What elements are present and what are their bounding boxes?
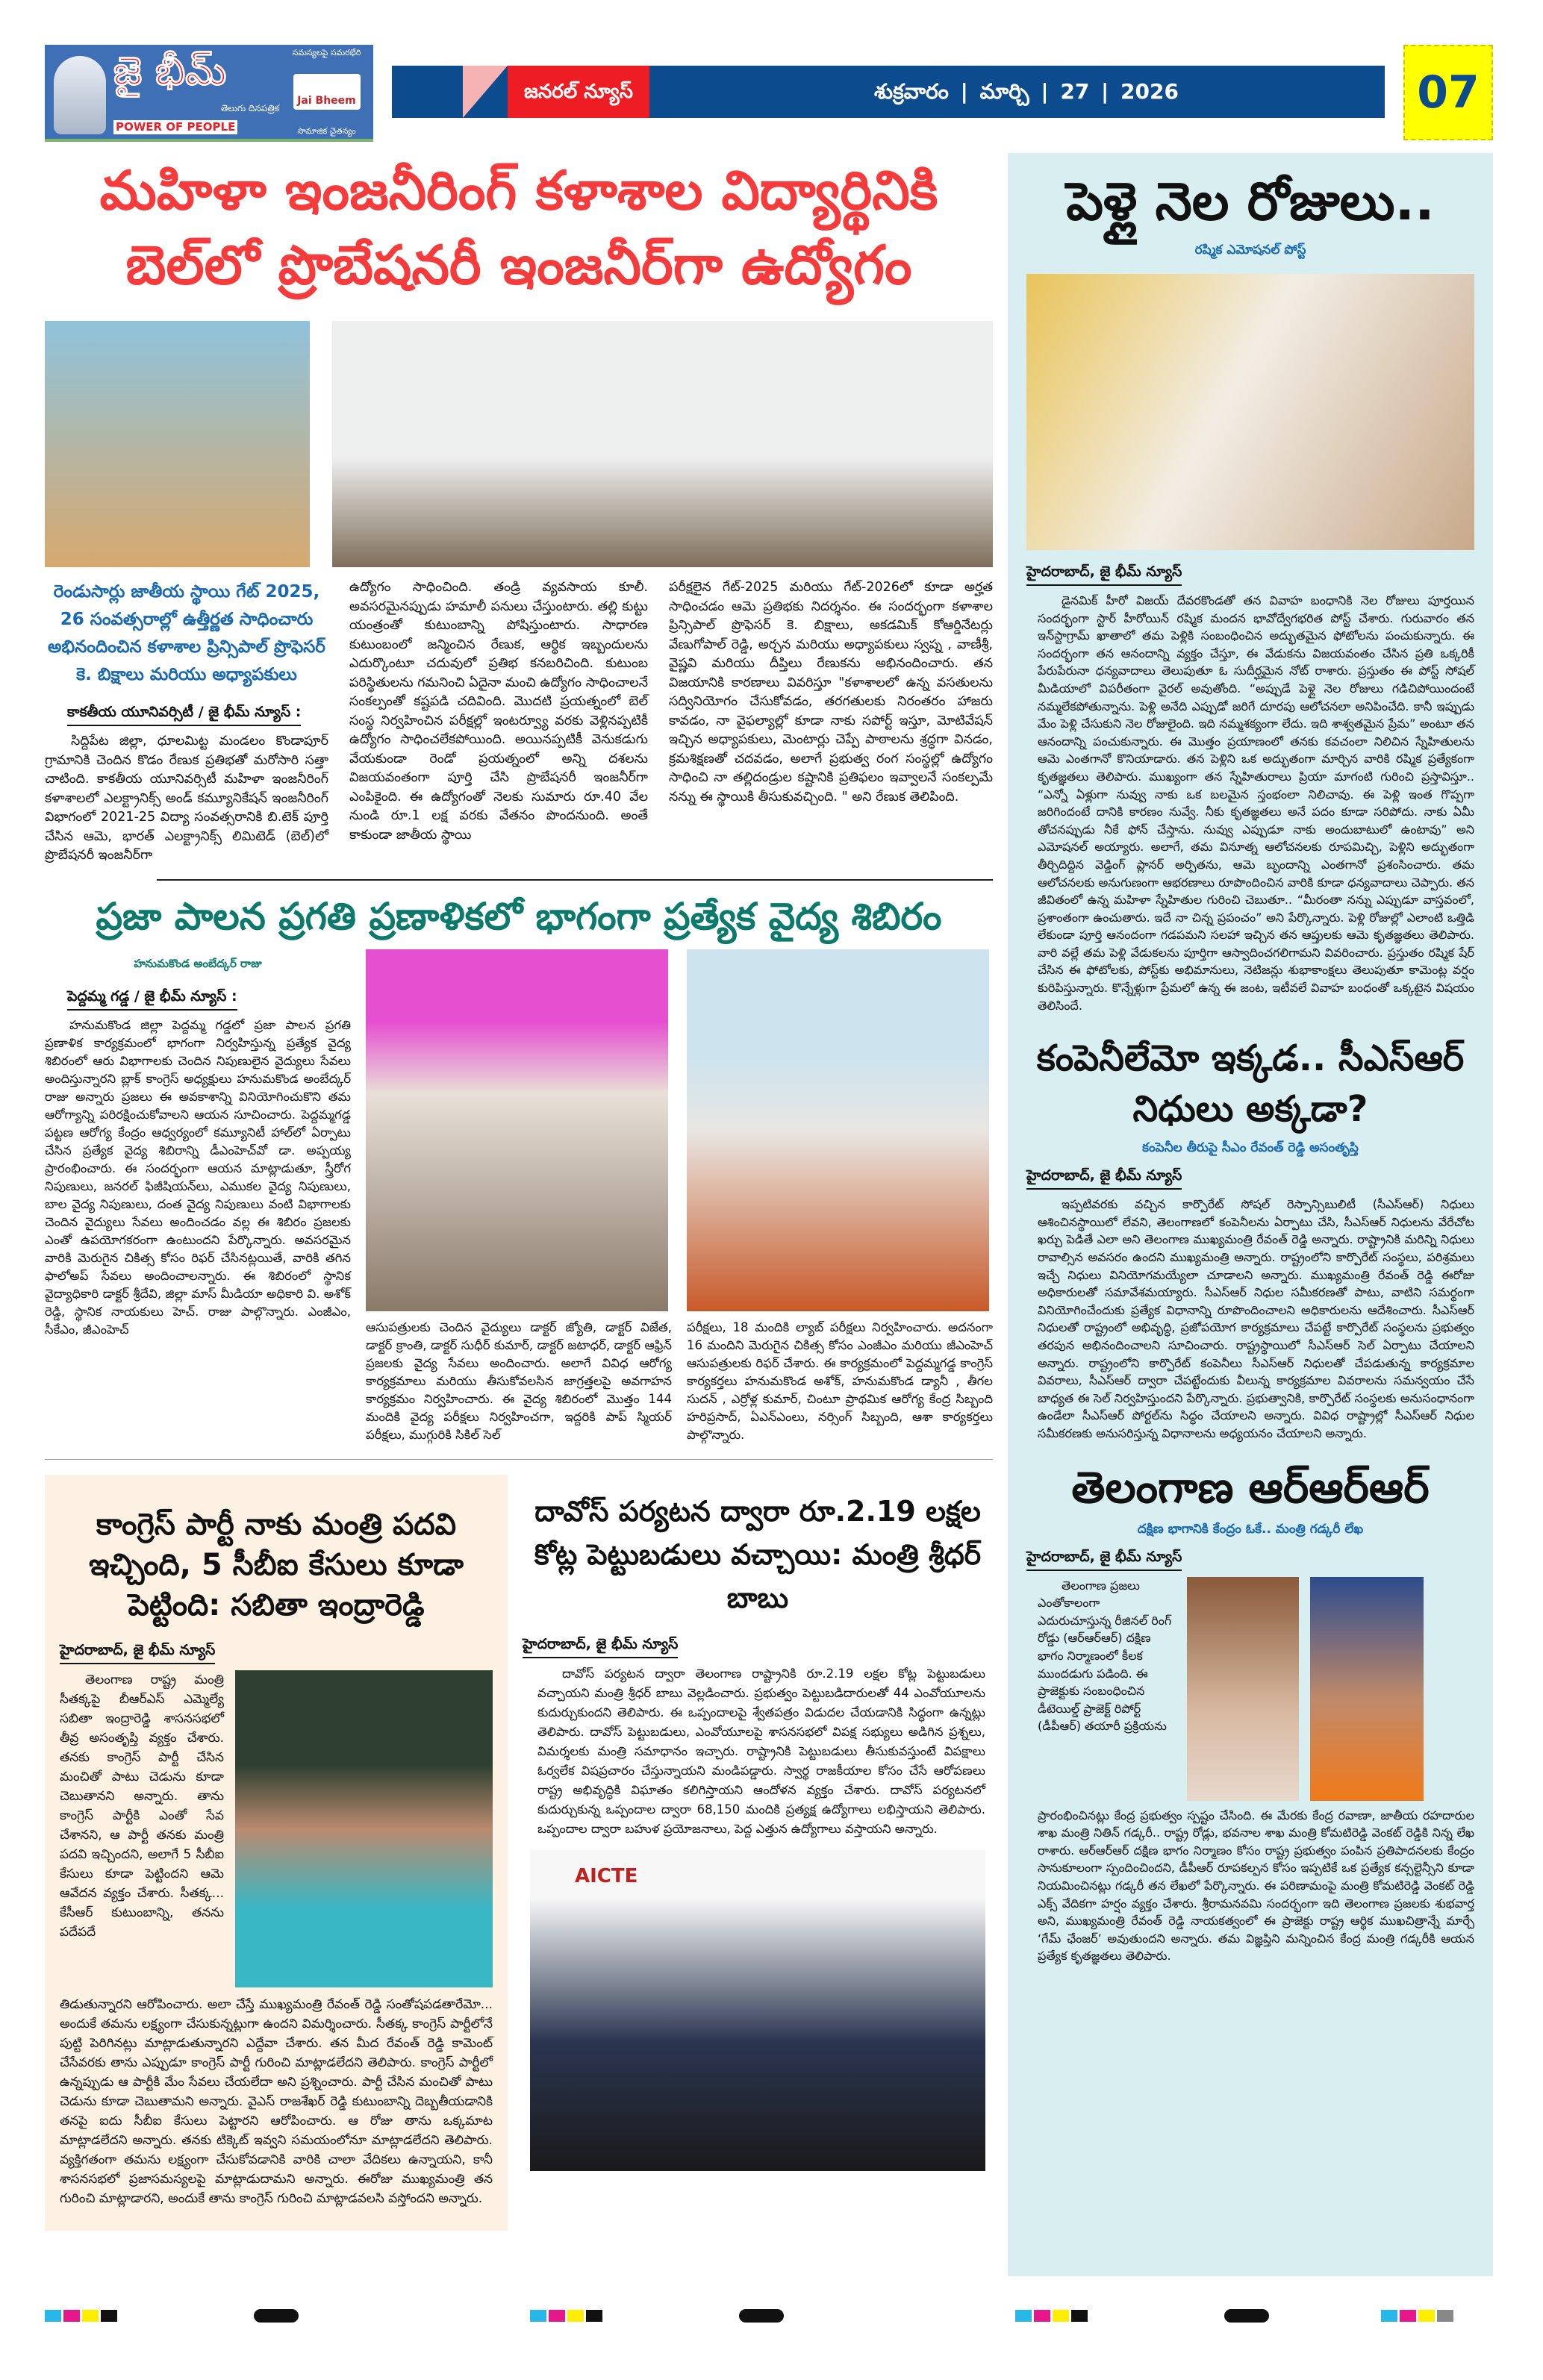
category-label: జనరల్ న్యూస్	[508, 66, 649, 118]
rrr-body-top	[1038, 1577, 1176, 1735]
logo-badge: Jai Bheem	[293, 74, 361, 110]
logo-sub-top: సమస్యలపై సమరభేరి	[292, 48, 361, 57]
rashmika-byline: హైదరాబాద్, జై భీమ్ న్యూస్	[1026, 562, 1182, 586]
student-photo	[45, 321, 310, 567]
article4-headline: దావోస్ పర్యటన ద్వారా రూ.2.19 లక్షల కోట్ల పెట్టుబడులు వచ్చాయి: మంత్రి శ్రీధర్ బాబు	[534, 1494, 982, 1614]
color-registration-marks	[530, 2310, 605, 2325]
felicitation-group-photo	[332, 321, 993, 567]
article2-right-column	[687, 949, 993, 1444]
article1-col2: ఉద్యోగం సాధించింది. తండ్రి వ్యవసాయ కూలీ. అవసరమైనప్పుడు హమాలీ పనులు చేస్తుంటారు. తల్లి కుట్టు యంత్రంతో కుటుంబాన్ని పోషిస్తుంటారు. సాధారణ కుటుంబంలో జన్మించిన రేణుక, ఆర్థిక ఇబ్బందులను ఎదుర్కొంటూ చదువులో ప్రతిభ కనబరిచింది. కుటుంబ పరిస్థితులను గమనించి ఏదైనా మంచి ఉద్యోగం సాధించాలనే సంకల్పంతో కష్టపడి చదివింది. మొదటి ప్రయత్నంలో బెల్ సంస్థ నిర్వహించిన పరీక్షల్లో ఇంటర్వ్యూ వరకు వెళ్లినప్పటికీ ఉద్యోగం సాధించలేకపోయింది. అయినప్పటికీ వెనుకడుగు వేయకుండా రెండో ప్రయత్నంలో అన్ని దశలను విజయవంతంగా పూర్తి చేసి ప్రొబేషనరీ ఇంజనీర్‌గా ఎంపికైంది. ఈ ఉద్యోగంతో నెలకు సుమారు రూ.40 వేల నుండి రూ.1 లక్ష వరకు వేతనం పొందనుంది. అంతే కాకుండా జాతీయ స్థాయి	[349, 580, 648, 843]
article3-byline: హైదరాబాద్, జై భీమ్ న్యూస్	[60, 1640, 215, 1664]
article4	[523, 1475, 993, 2171]
article3-body-bottom: తిడుతున్నారని ఆరోపించారు. అలా చేస్తే ముఖ్యమంత్రి రేవంత్ రెడ్డి సంతోషపడతారేమో... అందుకే తమను లక్ష్యంగా చేసుకున్నట్లుగా ఉందని విమర్శించారు. సీతక్క కాంగ్రెస్ పార్టీలోనే పుట్టి పెరిగినట్లు మాట్లాడుతున్నారని ఎద్దేవా చేశారు. తన మీద రేవంత్ రెడ్డి కామెంట్ చేసేవరకు తాను ఎప్పుడూ కాంగ్రెస్ పార్టీ గురించి మాట్లాడలేదని తెలిపారు. కాంగ్రెస్ పార్టీలో ఉన్నప్పుడు ఆ పార్టీకి మేం సేవలు చేయలేదా అని ప్రశ్నించారు. పార్టీ చేసిన మంచితో పాటు చెడును కూడా చెబుతామని అన్నారు. వైఎస్ రాజశేఖర్ రెడ్డి కుటుంబాన్ని దెబ్బతీయడానికి తనపై ఐదు సీబీఐ కేసులు పెట్టారని ఆరోపించారు. ఆ రోజు తాను ఒక్కమాట మాట్లాడలేదని అన్నారు. తనకు టిక్కెట్ ఇవ్వని సమయంలోనూ మాట్లాడలేదని తెలిపారు. వ్యక్తిగతంగా తమను లక్ష్యంగా చేసుకోవడానికి వారికి చాలా వేదికలు ఉన్నాయని, కానీ శాసనసభలో ప్రజాసమస్యలపై మాట్లాడుదామని అన్నారు. ఈరోజు ముఖ్యమంత్రి తన గురించి మాట్లాడారని, అందుకే తాను కాంగ్రెస్ గురించి మాట్లాడవలసి వస్తోందని అన్నారు.	[60, 1996, 493, 2206]
article2-reporter: హనుమకొండ అంబేద్కర్ రాజు	[134, 956, 262, 970]
article3-top-row	[60, 1670, 493, 1987]
csr-byline: హైదరాబాద్, జై భీమ్ న్యూస్	[1026, 1166, 1182, 1190]
article2-headline: ప్రజా పాలన ప్రగతి ప్రణాళికలో భాగంగా ప్రత్యేక వైద్య శిబిరం	[96, 894, 942, 938]
article2-middle-column	[366, 949, 672, 1444]
logo-tagline: POWER OF PEOPLE	[113, 120, 237, 134]
rrr-subhead: దక్షిణ భాగానికి కేంద్రం ఓకే.. మంత్రి గడ్కరీ లేఖ	[1137, 1521, 1364, 1537]
komatireddy-photo	[1187, 1577, 1299, 1801]
logo-name: జై భీమ్	[113, 49, 227, 94]
rrr-headline: తెలంగాణ ఆర్ఆర్ఆర్	[1071, 1461, 1430, 1513]
article1-col1	[45, 732, 328, 866]
headline-line: బెల్‌లో ప్రొబేషనరీ ఇంజనీర్‌గా ఉద్యోగం	[125, 234, 912, 296]
article2-byline: పెద్దమ్మ గడ్డ / జై భీమ్ న్యూస్ :	[67, 987, 237, 1011]
paragraph: డైనమిక్ హీరో విజయ్ దేవరకొండతో తన వివాహ బంధానికి నెల రోజులు పూర్తయిన సందర్భంగా స్టార్ హీరోయిన్ రష్మిక మందన భావోద్వేగభరిత పోస్ట్ చేశారు. గురువారం తన ఇన్‌స్టాగ్రామ్ ఖాతాలో తమ పెళ్లికి సంబంధించిన అద్భుతమైన ఫోటోలను పంచుకున్నారు. ఈ సందర్భంగా తన ఆనందాన్ని వ్యక్తం చేస్తూ, ఈ వేడుకను విజయవంతం చేసిన ప్రతి ఒక్కరికీ పేరుపేరునా ధన్యవాదాలు తెలుపుతూ ఓ సుదీర్ఘమైన నోట్ రాశారు. ప్రస్తుతం ఈ పోస్ట్ సోషల్ మీడియాలో విపరీతంగా వైరల్ అవుతోంది. “అప్పుడే పెళ్లై నెల రోజులు గడిచిపోయిందంటే నమ్మలేకపోతున్నాను. పెళ్లి అనేది ఎప్పుడో జరిగే దూరపు ఆలోచనలా అనిపించేది. కానీ ఇప్పుడు మేం పెళ్లి చేసుకుని నెల రోజులైంది. ఇది నమ్మశక్యంగా లేదు. ఇది శాశ్వతమైన ప్రేమ” అంటూ తన ఆనందాన్ని పంచుకున్నారు. ఈ మొత్తం ప్రయాణంలో తనకు కవచంలా నిలిచిన స్నేహితులను ఆమె ఎంతగానో కొనియాడారు. తన పెళ్లిని ఒక అద్భుతంగా మార్చిన వారికి రష్మిక ప్రత్యేకంగా కృతజ్ఞతలు తెలిపారు. ముఖ్యంగా తన స్నేహితురాలు ప్రియా మాగంటి గురించి ప్రస్తావిస్తూ.. “ఎన్నో ఏళ్లుగా నువ్వు నాకు ఒక బలమైన స్తంభంలా నిలిచావు. ఈ పెళ్లి ఇంత గొప్పగా జరిగిందంటే దానికి కారణం నువ్వే. నీకు కృతజ్ఞతలు అనే పదం కూడా సరిపోదు. నాకు ఏమీ తోచనప్పుడు నీకే ఫోన్ చేస్తాను. నువ్వు ఎప్పుడూ నాకు అందుబాటులో ఉంటావు” అని ఎమోషనల్ అయ్యారు. అలాగే, తమ వినూత్న ఆలోచనలకు రూపమిచ్చి, పెళ్లిని అద్భుతంగా తీర్చిదిద్దిన వెడ్డింగ్ ప్లానర్ అర్పితను, ఆమె బృందాన్ని ఎంతగానో ప్రశంసించారు. తమ ఆలోచనలకు అనుగుణంగా ఆభరణాలు రూపొందించిన వారికి కూడా ధన్యవాదాలు చెప్పారు. తన జీవితంలో ఉన్న మహిళా స్నేహితుల గురించి చెబుతూ.. “మీరంతా నన్ను ఎప్పుడూ వాస్తవంలో, ప్రశాంతంగా ఉంచుతారు. ఇదే నా చిన్న ప్రపంచం” అని పేర్కొన్నారు. పెళ్లి రోజుల్లో ఎలాంటి ఒత్తిడి లేకుండా పూర్తి ఆనందంగా గడపమని సలహా ఇచ్చిన తన ఆప్తులకు ఆమె కృతజ్ఞతలు తెలిపారు. వారి వల్లే తమ పెళ్లి వేడుకలను పూర్తిగా ఆస్వాదించగలిగామని వివరించారు. ప్రస్తుతం రష్మిక షేర్ చేసిన ఈ ఫోటోలకు, పోస్ట్‌కు అభిమానులు, నెటిజన్లు శుభాకాంక్షలు తెలుపుతూ కామెంట్ల వర్షం కురిపిస్తున్నారు. కొన్నేళ్లుగా ప్రేమలో ఉన్న ఈ జంట, ఇటీవలే వివాహ బంధంతో ఒక్కటైన విషయం తెలిసిందే.	[1038, 593, 1474, 1013]
article4-byline: హైదరాబాద్, జై భీమ్ న్యూస్	[523, 1634, 678, 1658]
rrr-body-bottom: ప్రారంభించినట్లు కేంద్ర ప్రభుత్వం స్పష్టం చేసింది. ఈ మేరకు కేంద్ర రవాణా, జాతీయ రహదారుల శాఖ మంత్రి నితిన్ గడ్కరీ.. రాష్ట్ర రోడ్లు, భవనాల శాఖ మంత్రి కోమటిరెడ్డి వెంకట్ రెడ్డికి నిన్న లేఖ రాశారు. ఆర్ఆర్ఆర్ దక్షిణ భాగం నిర్మాణం కోసం రాష్ట్ర ప్రభుత్వం పంపిన ప్రతిపాదనలకు కేంద్రం సానుకూలంగా స్పందించిందని, డీపీఆర్ రూపకల్పన కోసం ఇప్పటికే ఒక ప్రత్యేక కన్సల్టెన్సీని కూడా నియమించినట్లు గడ్కరీ తన లేఖలో పేర్కొన్నారు. ఈ పరిణామంపై మంత్రి కోమటిరెడ్డి వెంకట్ రెడ్డి ఎక్స్ వేదికగా హర్షం వ్యక్తం చేశారు. శ్రీరామనవమి సందర్భంగా ఇది తెలంగాణ ప్రజలకు శుభవార్త అని, ముఖ్యమంత్రి రేవంత్ రెడ్డి నాయకత్వంలో ఈ ప్రాజెక్టు రాష్ట్ర ఆర్థిక ముఖచిత్రాన్నే మార్చే ‘గేమ్ ఛేంజర్’ అవుతుందని అన్నారు. తమ విజ్ఞప్తిని మన్నించిన కేంద్ర మంత్రి గడ్కరీకి ఆయన ప్రత్యేక కృతజ్ఞతలు తెలిపారు.	[1038, 1808, 1474, 1964]
medical-camp-photo	[687, 949, 989, 1311]
minister-speech-photo	[530, 1850, 985, 2171]
divider	[157, 879, 993, 881]
article1-headline	[45, 153, 993, 302]
paragraph: హనుమకొండ జిల్లా పెద్దమ్మ గడ్డలో ప్రజా పాలన ప్రగతి ప్రణాళిక కార్యక్రమంలో భాగంగా నిర్వహిస్తున్న ప్రత్యేక వైద్య శిబిరంలో ఆరు విభాగాలకు చెందిన నిపుణులైన వైద్యులు సేవలు అందిస్తున్నారని బ్లాక్ కాంగ్రెస్ అధ్యక్షులు హనుమకొండ అంబేద్కర్ రాజు అన్నారు ప్రజలు ఈ అవకాశాన్ని వినియోగించుకొని తమ ఆరోగ్యాన్ని పరిరక్షించుకోవాలని ఆయన సూచించారు. పెద్దమ్మగడ్డ పట్టణ ఆరోగ్య కేంద్రం ఆధ్వర్యంలో కమ్యూనిటీ హాల్‌లో ఏర్పాటు చేసిన ప్రత్యేక వైద్య శిబిరాన్ని డీఎంహెచ్‌వో డా. అప్పయ్య ప్రారంభించారు. ఈ సందర్భంగా ఆయన మాట్లాడుతూ, స్త్రీరోగ నిపుణులు, జనరల్ ఫిజీషియన్‌లు, ఎముకల వైద్య నిపుణులు, బాల వైద్య నిపుణులు, దంత వైద్య నిపుణులు వంటి విభాగాలకు చెందిన వైద్యులు సేవలు అందించడం వల్ల ఈ శిబిరం ప్రజలకు ఎంతో ఉపయోగకరంగా ఉంటుందని పేర్కొన్నారు. అవసరమైన వారికి మెరుగైన చికిత్స కోసం రిఫర్ చేసినట్లయితే, వారికి తగిన ఫాలోఅప్ సేవలు అందించాలన్నారు. ఈ శిబిరంలో స్థానిక వైద్యాధికారి డాక్టర్ శ్రీదేవి, జిల్లా మాస్ మీడియా అధికారి వి. అశోక్ రెడ్డి, స్థానిక నాయకులు హెచ్. రాజు పాల్గొన్నారు. ఎంజీఎం, సీకేఎం, జీఎంహెచ్	[45, 1017, 351, 1337]
main-news-area	[45, 153, 993, 2231]
logo-text-column	[113, 45, 279, 139]
article3-body-top	[60, 1670, 224, 1942]
rashmika-headline: పెళ్లై నెల రోజులు..	[1066, 171, 1435, 232]
article1-byline: కాకతీయ యూనివర్సిటీ / జై భీమ్ న్యూస్ :	[67, 702, 301, 726]
headline-line: మహిళా ఇంజనీరింగ్ కళాశాల విద్యార్థినికి	[99, 159, 938, 222]
rashmika-body	[1026, 592, 1474, 1014]
article2-col1	[45, 1016, 351, 1339]
rashmika-subhead: రష్మిక ఎమోషనల్ పోస్ట్	[1194, 243, 1306, 257]
page-number: 07	[1403, 45, 1493, 140]
color-registration-marks	[1381, 2310, 1456, 2325]
aicte-banner: AICTE	[575, 1864, 638, 1887]
category-accent	[463, 66, 508, 118]
ambedkar-portrait	[54, 56, 106, 134]
csr-subhead: కంపెనీల తీరుపై సీఎం రేవంత్ రెడ్డి అసంతృప్తి	[1142, 1140, 1359, 1156]
right-panel	[1008, 153, 1493, 2276]
paragraph: తెలంగాణ రాష్ట్ర మంత్రి సీతక్కపై బీఆర్‌ఎస్ ఎమ్మెల్యే సబితా ఇంద్రారెడ్డి శాసనసభలో తీవ్ర అసంతృప్తి వ్యక్తం చేశారు. తనకు కాంగ్రెస్ పార్టీ చేసిన మంచితో పాటు చెడును కూడా చెబుతానని అన్నారు. తాను కాంగ్రెస్ పార్టీకి ఎంతో సేవ చేశానని, ఆ పార్టీ తనకు మంత్రి పదవి ఇచ్చిందని, అలాగే 5 సీబీఐ కేసులు కూడా పెట్టిందని ఆమె ఆవేదన వ్యక్తం చేశారు. సీతక్క... కేసీఆర్ కుటుంబాన్ని, తనను పదేపదే	[60, 1672, 224, 1940]
article1-subhead: రెండుసార్లు జాతీయ స్థాయి గేట్ 2025, 26 సంవత్సరాల్లో ఉత్తీర్ణత సాధించారు అభినందించిన కళాశాల ప్రిన్సిపాల్ ప్రొఫెసర్ కె. బిక్షాలు మరియు అధ్యాపకులు	[48, 582, 325, 684]
registration-pill	[1224, 2309, 1269, 2323]
article2-left-column	[45, 949, 351, 1339]
article4-body	[523, 1664, 993, 1839]
color-registration-marks	[45, 2310, 119, 2325]
rrr-top-row	[1026, 1577, 1474, 1801]
csr-headline: కంపెనీలేమో ఇక్కడ.. సీఎస్ఆర్ నిధులు అక్కడా?	[1036, 1037, 1465, 1131]
wedding-photo	[1026, 274, 1474, 550]
article1-columns	[45, 578, 993, 866]
rrr-byline: హైదరాబాద్, జై భీమ్ న్యూస్	[1026, 1547, 1182, 1571]
article1-col3: పరీక్షలైన గేట్-2025 మరియు గేట్-2026లో కూడా అర్హత సాధించడం ఆమె ప్రతిభకు నిదర్శనం. ఈ సందర్భంగా కళాశాల ప్రిన్సిపాల్ ప్రొఫెసర్ కె. బిక్షాలు, అకడమిక్ కోఆర్డినేటర్లు వేణుగోపాల్ రెడ్డి, అర్చన మరియు అధ్యాపకులు స్వప్న , వాణీశ్రీ, వైష్ణవి మరియు దీప్తిలు రేణుకను అభినందించారు. తన విజయానికి కారణాలు వివరిస్తూ "కళాశాలలో ఉన్న వసతులను సద్వినియోగం చేసుకోవడం, తరగతులకు నిరంతరం హాజరు కావడం, నా వైఫల్యాల్లో కూడా నాకు సపోర్ట్ ఇస్తూ, మోటివేషన్ ఇచ్చిన అధ్యాపకులు, మెంటార్లు చెప్పే పాఠాలను శ్రద్ధగా వినడం, క్రమశిక్షణతో చదవడం, అలాగే ప్రభుత్వ రంగ సంస్థల్లో ఉద్యోగం సాధించి నా తల్లిదండ్రుల కష్టానికి ప్రతిఫలం ఇవ్వాలనే సంకల్పమే నన్ను ఈ స్థాయికి తీసుకువచ్చింది. " అని రేణుక తెలిపింది.	[669, 580, 993, 805]
article3-box	[45, 1475, 508, 2231]
article2-col3: పరీక్షలు, 18 మందికి ల్యాబ్ పరీక్షలు నిర్వహించారు. అదనంగా 16 మందిని మెరుగైన చికిత్స కోసం ఎంజీఎం మరియు జీఎంహెచ్ ఆసుపత్రులకు రిఫర్ చేశారు. ఈ కార్యక్రమంలో పెద్దమ్మగడ్డ కాంగ్రెస్ కార్యకర్తలు హనుమకొండ అశోక్, హనుమకొండ డ్యానీ , తీగల సుదన్ , ఎర్రోళ్ల కుమార్, చింటూ ప్రాథమిక ఆరోగ్య కేంద్ర సిబ్బంది హరిప్రసాద్, ఏఎన్‌ఎంలు, నర్సింగ్ సిబ్బంది, ఆశా కార్యకర్తలు పాల్గొన్నారు.	[687, 1319, 993, 1442]
logo-sub-mid: తెలుగు దినపత్రిక	[220, 103, 279, 113]
paragraph: ఇప్పటివరకు వచ్చిన కార్పొరేట్ సోషల్ రెస్పాన్సిబులిటీ (సీఎస్ఆర్) నిధులు ఆశించినస్థాయిలో లేవని, తెలంగాణలో కంపెనీలను ఏర్పాటు చేసి, సీఎస్ఆర్ నిధులను వేరేచోట ఖర్చు పెడితే ఎలా అని తెలంగాణ ముఖ్యమంత్రి రేవంత్ రెడ్డి అన్నారు. రాష్ట్రానికి మరిన్ని నిధులు రావాల్సిన అవసరం ఉందని ముఖ్యమంత్రి అన్నారు. రాష్ట్రంలోని కార్పొరేట్ సంస్థలు, పరిశ్రమలు ఇచ్చే నిధులు వినియోగమయ్యేలా చూడాలని అన్నారు. ముఖ్యమంత్రి రేవంత్ రెడ్డి ఈరోజు అధికారులతో సమావేశమయ్యారు. సీఎస్ఆర్ నిధుల సమీకరణతో పాటు, వాటిని సమర్థంగా వినియోగించేందుకు ప్రత్యేక విధానాన్ని రూపొందించాలని అధికారులను ఆదేశించారు. సీఎస్ఆర్ నిధులతో రాష్ట్రంలో అభివృద్ధి, ప్రజోపయోగ కార్యక్రమాలు చేపట్టే కార్పొరేట్ సంస్థలను ప్రభుత్వం తరపున అభినందించాలని సూచించారు. రాష్ట్రస్థాయిలో సీఎస్ఆర్ సెల్ ఏర్పాటు చేయాలని అన్నారు. రాష్ట్రంలోని కార్పొరేట్ కంపెనీలు సీఎస్ఆర్ నిధులతో చేపడుతున్న కార్యక్రమాల వివరాలు, సీఎస్ఆర్ ద్వారా చేపట్టేందుకు వీలున్న కార్యక్రమాల వివరాలను సమన్వయం చేసే బాధ్యత ఈ సెల్ నిర్వహిస్తుందని పేర్కొన్నారు. ప్రభుత్వానికి, కార్పొరేట్ సంస్థలకు అనుసంధానంగా ఉండేలా సీఎస్ఆర్ పోర్టల్‌ను సిద్ధం చేయాలని అన్నారు. వివిధ రాష్ట్రాల్లో సీఎస్ఆర్ నిధుల సమీకరణకు అనుసరిస్తున్న విధానాలను అధ్యయనం చేయాలని అన్నారు.	[1038, 1197, 1474, 1440]
paragraph: దావోస్ పర్యటన ద్వారా తెలంగాణ రాష్ట్రానికి రూ.2.19 లక్షల కోట్ల పెట్టుబడులు వచ్చాయని మంత్రి శ్రీధర్ బాబు వెల్లడించారు. ప్రభుత్వం పెట్టుబడిదారులతో 44 ఎంవోయూలను కుదుర్చుకుందని తెలిపారు. ఈ ఒప్పందాలపై శ్వేతపత్రం విడుదల చేయడానికి సిద్ధంగా ఉన్నట్లు తెలిపారు. దావోస్ పెట్టుబడులు, ఎంవోయూలపై శాసనసభలో విపక్ష సభ్యులు అడిగిన ప్రశ్నలు, విమర్శలకు మంత్రి సమాధానం ఇచ్చారు. రాష్ట్రానికి పెట్టుబడులు తీసుకువస్తుంటే విపక్షాలు ఓర్వలేక విషప్రచారం చేస్తున్నాయని మండిపడ్డారు. స్వార్థ రాజకీయాల కోసం చేసే ఆరోపణలు రాష్ట్ర అభివృద్ధికి విఘాతం కలిగిస్తాయని ఆందోళన వ్యక్తం చేశారు. దావోస్ పర్యటనలో కుదుర్చుకున్న ఒప్పందాల ద్వారా 68,150 మందికి ప్రత్యక్ష ఉద్యోగాలు లభిస్తాయని తెలిపారు. ఒప్పందాల ద్వారా బహుళ ప్రయోజనాలు, పెద్ద ఎత్తున ఉద్యోగాలు వస్తాయని అన్నారు.	[537, 1666, 985, 1836]
logo-side-column	[284, 45, 370, 139]
csr-body	[1026, 1196, 1474, 1442]
paragraph: తెలంగాణ ప్రజలు ఎంతోకాలంగా ఎదురుచూస్తున్న రీజినల్ రింగ్ రోడ్డు (ఆర్ఆర్ఆర్) దక్షిణ భాగం నిర్మాణంలో కీలక ముందడుగు పడింది. ఈ ప్రాజెక్టుకు సంబంధించిన డీటెయిల్డ్ ప్రాజెక్ట్ రిపోర్ట్ (డీపీఆర్) తయారీ ప్రక్రియను	[1038, 1578, 1172, 1734]
divider	[45, 1459, 993, 1460]
color-registration-marks	[1015, 2310, 1090, 2325]
masthead-logo	[45, 45, 373, 142]
article1-photos	[45, 321, 993, 567]
article2-col2: ఆసుపత్రులకు చెందిన వైద్యులు డాక్టర్ జ్యోతి, డాక్టర్ విజేత, డాక్టర్ క్రాంతి, డాక్టర్ సుధీర్ కుమార్, డాక్టర్ జటాధర్, డాక్టర్ ఆఫ్రిన్ ప్రజలకు వైద్య సేవలు అందించారు. అలాగే వివిధ ఆరోగ్య కార్యక్రమాలు మరియు తీసుకోవలసిన జాగ్రత్తలపై అవగాహన కార్యక్రమం నిర్వహించారు. ఈ వైద్య శిబిరంలో మొత్తం 144 మందికి వైద్య పరీక్షలు నిర్వహించగా, ఇద్దరికి పాప్ స్మియర్ పరీక్షలు, ముగ్గురికి సికిల్ సెల్	[366, 1319, 672, 1442]
article1-left-column	[45, 578, 328, 866]
gadkari-photo	[1310, 1577, 1424, 1801]
ribbon-cutting-photo	[366, 949, 668, 1311]
paragraph: సిద్దిపేట జిల్లా, ధూలమిట్ట మండలం కొండాపూర్ గ్రామానికి చెందిన కొడం రేణుక ప్రతిభతో మరోసారి సత్తా చాటింది. కాకతీయ యూనివర్సిటీ మహిళా ఇంజనీరింగ్ కళాశాలలో ఎలక్ట్రానిక్స్ అండ్ కమ్యూనికేషన్ ఇంజనీరింగ్ విభాగంలో 2021-25 విద్యా సంవత్సరానికి బి.టెక్ పూర్తి చేసిన ఆమె, భారత్ ఎలక్ట్రానిక్స్ లిమిటెడ్ (బెల్)లో ప్రొబేషనరీ ఇంజనీర్‌గా	[45, 734, 328, 863]
article3-headline: కాంగ్రెస్ పార్టీ నాకు మంత్రి పదవి ఇచ్చింది, 5 సీబీఐ కేసులు కూడా పెట్టింది: సబితా ఇంద్రారెడ్డి	[89, 1507, 464, 1622]
registration-pill	[739, 2309, 784, 2323]
bottom-articles	[45, 1475, 993, 2231]
logo-sub-bottom: సామాజిక చైతన్యం	[297, 126, 356, 136]
sabitha-photo	[235, 1670, 493, 1987]
issue-date: శుక్రవారం | మార్చి | 27 | 2026	[874, 79, 1179, 104]
article2-columns	[45, 949, 993, 1444]
registration-pill	[254, 2309, 299, 2323]
